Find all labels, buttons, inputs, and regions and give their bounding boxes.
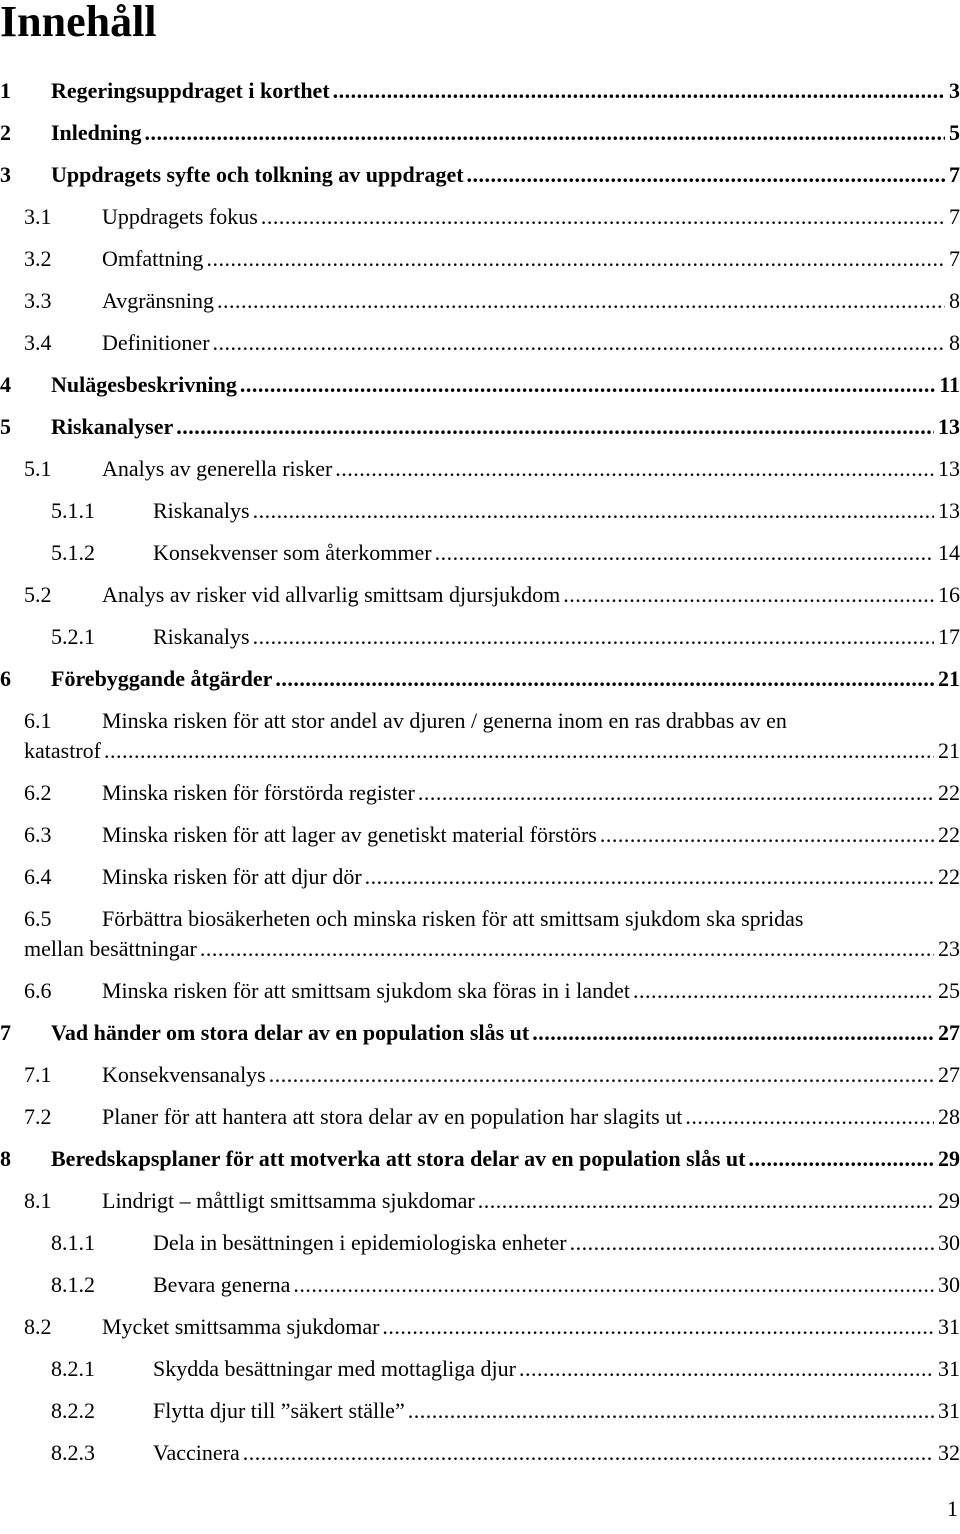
dot-leader [633, 970, 934, 1012]
toc-entry[interactable] [0, 448, 960, 490]
toc-entry-line [51, 70, 960, 112]
table-of-contents [0, 70, 960, 1474]
dot-leader [563, 574, 934, 616]
toc-entry[interactable] [0, 1138, 960, 1180]
toc-entry-title: Konsekvenser som återkommer [153, 540, 432, 565]
toc-entry-number: 4 [0, 372, 11, 397]
toc-entry[interactable] [0, 658, 960, 700]
toc-entry-title: Analys av generella risker [102, 456, 333, 481]
toc-entry-number: 6.3 [24, 822, 52, 847]
toc-entry-title: Vad händer om stora delar av en population slås ut [51, 1020, 530, 1045]
toc-entry-page: 29 [938, 1146, 960, 1171]
dot-leader [408, 1390, 934, 1432]
toc-entry-title: Definitioner [102, 330, 210, 355]
toc-entry[interactable] [0, 1180, 960, 1222]
dot-leader [532, 1012, 934, 1054]
toc-entry-line [24, 730, 960, 772]
toc-entry[interactable] [0, 1432, 960, 1474]
toc-entry-title: Dela in besättningen i epidemiologiska enheter [153, 1230, 567, 1255]
toc-entry-number: 1 [0, 78, 11, 103]
toc-entry-line [51, 154, 960, 196]
dot-leader [365, 856, 934, 898]
toc-entry-number: 8.1.1 [51, 1230, 95, 1255]
toc-entry[interactable] [0, 1264, 960, 1306]
toc-entry-number: 3.4 [24, 330, 52, 355]
toc-entry-title: Minska risken för att lager av genetiskt material förstörs [102, 822, 597, 847]
toc-entry[interactable] [0, 1054, 960, 1096]
toc-entry-line [102, 1306, 960, 1348]
toc-entry-page: 7 [949, 162, 960, 187]
toc-entry-line [102, 280, 960, 322]
toc-entry[interactable] [0, 814, 960, 856]
toc-entry-number: 6.1 [24, 708, 52, 733]
toc-entry[interactable] [0, 490, 960, 532]
toc-entry-number: 5 [0, 414, 11, 439]
toc-entry-title: Riskanalys [153, 498, 250, 523]
toc-entry[interactable] [0, 616, 960, 658]
toc-entry-title: Minska risken för förstörda register [102, 780, 415, 805]
toc-entry-line [51, 1138, 960, 1180]
toc-entry-page: 31 [938, 1356, 960, 1381]
toc-entry-title: Minska risken för att djur dör [102, 864, 362, 889]
toc-entry[interactable] [0, 898, 960, 970]
toc-entry-number: 3.2 [24, 246, 52, 271]
toc-entry-page: 31 [938, 1398, 960, 1423]
toc-entry[interactable] [0, 364, 960, 406]
toc-entry-page: 5 [949, 120, 960, 145]
toc-entry-line [102, 814, 960, 856]
toc-entry-number: 8.1 [24, 1188, 52, 1213]
toc-entry-title: Minska risken för att smittsam sjukdom ska föras in i landet [102, 978, 630, 1003]
dot-leader [213, 322, 945, 364]
toc-entry-page: 31 [938, 1314, 960, 1339]
dot-leader [176, 406, 934, 448]
toc-entry[interactable] [0, 1096, 960, 1138]
toc-entry-page: 30 [938, 1230, 960, 1255]
toc-entry-number: 6.2 [24, 780, 52, 805]
toc-entry-line [102, 1096, 960, 1138]
toc-entry-line [102, 196, 960, 238]
toc-entry-number: 7.1 [24, 1062, 52, 1087]
toc-entry[interactable] [0, 154, 960, 196]
toc-entry-line [51, 406, 960, 448]
toc-entry-title: Analys av risker vid allvarlig smittsam djursjukdom [102, 582, 561, 607]
toc-entry-page: 11 [939, 372, 960, 397]
toc-entry-line [153, 1264, 960, 1306]
toc-entry[interactable] [0, 280, 960, 322]
toc-entry-number: 3 [0, 162, 11, 187]
toc-entry[interactable] [0, 1390, 960, 1432]
toc-entry-line [102, 1054, 960, 1096]
toc-entry[interactable] [0, 1348, 960, 1390]
toc-entry-title-continued: mellan besättningar [24, 936, 197, 961]
dot-leader [269, 1054, 934, 1096]
dot-leader [253, 490, 934, 532]
toc-entry[interactable] [0, 238, 960, 280]
toc-entry-number: 8.1.2 [51, 1272, 95, 1297]
toc-entry[interactable] [0, 1306, 960, 1348]
toc-entry-page: 7 [949, 204, 960, 229]
toc-entry[interactable] [0, 196, 960, 238]
dot-leader [435, 532, 934, 574]
toc-entry-title: Mycket smittsamma sjukdomar [102, 1314, 380, 1339]
dot-leader [104, 730, 934, 772]
dot-leader [335, 448, 934, 490]
toc-entry-page: 28 [938, 1104, 960, 1129]
toc-entry-number: 5.2.1 [51, 624, 95, 649]
toc-entry-number: 5.1.1 [51, 498, 95, 523]
toc-entry-title: Regeringsuppdraget i korthet [51, 78, 330, 103]
dot-leader [275, 658, 934, 700]
toc-entry-number: 2 [0, 120, 11, 145]
toc-entry-number: 8.2 [24, 1314, 52, 1339]
toc-entry[interactable] [0, 856, 960, 898]
toc-entry-line [153, 490, 960, 532]
toc-entry-number: 7 [0, 1020, 11, 1045]
toc-entry-number: 8.2.2 [51, 1398, 95, 1423]
dot-leader [478, 1180, 934, 1222]
toc-entry-title: Uppdragets syfte och tolkning av uppdraget [51, 162, 464, 187]
toc-entry-title: Lindrigt – måttligt smittsamma sjukdomar [102, 1188, 475, 1213]
toc-entry-title: Beredskapsplaner för att motverka att stora delar av en population slås ut [51, 1146, 746, 1171]
toc-entry-line [102, 448, 960, 490]
dot-leader [261, 196, 945, 238]
toc-entry-line [102, 970, 960, 1012]
toc-entry-line [153, 1222, 960, 1264]
page-number: 1 [947, 1496, 958, 1521]
dot-leader [570, 1222, 934, 1264]
toc-entry-title: Minska risken för att stor andel av djuren / generna inom en ras drabbas av en [102, 708, 787, 733]
toc-entry-number: 8.2.3 [51, 1440, 95, 1465]
toc-entry-number: 6 [0, 666, 11, 691]
toc-entry-number: 7.2 [24, 1104, 52, 1129]
toc-entry[interactable] [0, 70, 960, 112]
toc-entry-title: Förebyggande åtgärder [51, 666, 273, 691]
dot-leader [293, 1264, 934, 1306]
dot-leader [240, 364, 935, 406]
toc-entry[interactable] [0, 1222, 960, 1264]
toc-entry-title: Flytta djur till ”säkert ställe” [153, 1398, 405, 1423]
toc-entry-title: Vaccinera [153, 1440, 240, 1465]
toc-entry-page: 3 [949, 78, 960, 103]
toc-entry[interactable] [0, 532, 960, 574]
toc-entry-line [51, 112, 960, 154]
toc-entry-title: Planer för att hantera att stora delar av en population har slagits ut [102, 1104, 683, 1129]
toc-entry-title: Nulägesbeskrivning [51, 372, 237, 397]
toc-entry-line [153, 532, 960, 574]
dot-leader [519, 1348, 934, 1390]
toc-entry-line [102, 574, 960, 616]
toc-entry-page: 8 [949, 288, 960, 313]
toc-entry-number: 5.1.2 [51, 540, 95, 565]
toc-entry-line [24, 928, 960, 970]
toc-entry-number: 6.4 [24, 864, 52, 889]
toc-entry-title: Riskanalys [153, 624, 250, 649]
toc-entry-title-continued: katastrof [24, 738, 101, 763]
toc-entry-line [153, 1390, 960, 1432]
toc-entry-title: Uppdragets fokus [102, 204, 258, 229]
toc-entry-title: Omfattning [102, 246, 204, 271]
toc-entry-page: 27 [938, 1062, 960, 1087]
toc-entry[interactable] [0, 322, 960, 364]
toc-entry-page: 22 [938, 822, 960, 847]
toc-entry-page: 13 [938, 498, 960, 523]
toc-entry-title: Avgränsning [102, 288, 215, 313]
toc-entry-title: Bevara generna [153, 1272, 291, 1297]
toc-entry[interactable] [0, 574, 960, 616]
toc-entry[interactable] [0, 772, 960, 814]
dot-leader [206, 238, 945, 280]
toc-entry-title: Skydda besättningar med mottagliga djur [153, 1356, 516, 1381]
toc-entry-line [102, 1180, 960, 1222]
dot-leader [382, 1306, 934, 1348]
toc-entry-line [102, 772, 960, 814]
page-title: Innehåll [0, 0, 157, 46]
toc-entry-page: 7 [949, 246, 960, 271]
toc-entry-page: 22 [938, 780, 960, 805]
toc-entry-page: 23 [938, 936, 960, 961]
toc-entry-number: 3.1 [24, 204, 52, 229]
toc-entry[interactable] [0, 700, 960, 772]
toc-entry-page: 13 [938, 414, 960, 439]
dot-leader [145, 112, 946, 154]
toc-entry-page: 22 [938, 864, 960, 889]
toc-entry-title: Inledning [51, 120, 142, 145]
dot-leader [200, 928, 934, 970]
toc-entry-page: 27 [938, 1020, 960, 1045]
toc-entry-page: 17 [938, 624, 960, 649]
toc-entry-page: 29 [938, 1188, 960, 1213]
toc-entry-line [51, 658, 960, 700]
toc-entry[interactable] [0, 1012, 960, 1054]
toc-entry-page: 8 [949, 330, 960, 355]
toc-entry-page: 14 [938, 540, 960, 565]
toc-entry-title: Förbättra biosäkerheten och minska risken för att smittsam sjukdom ska spridas [102, 906, 804, 931]
toc-entry-page: 13 [938, 456, 960, 481]
dot-leader [467, 154, 945, 196]
toc-entry-page: 30 [938, 1272, 960, 1297]
toc-entry[interactable] [0, 112, 960, 154]
dot-leader [418, 772, 934, 814]
toc-entry-line [102, 322, 960, 364]
dot-leader [217, 280, 945, 322]
toc-entry-number: 6.5 [24, 906, 52, 931]
toc-entry-page: 16 [938, 582, 960, 607]
toc-entry-page: 32 [938, 1440, 960, 1465]
dot-leader [600, 814, 934, 856]
dot-leader [333, 70, 945, 112]
toc-entry[interactable] [0, 406, 960, 448]
toc-entry-number: 5.1 [24, 456, 52, 481]
toc-entry-number: 5.2 [24, 582, 52, 607]
toc-entry-line [51, 1012, 960, 1054]
toc-entry-line [153, 1432, 960, 1474]
dot-leader [243, 1432, 934, 1474]
toc-entry-line [102, 238, 960, 280]
toc-entry-number: 8.2.1 [51, 1356, 95, 1381]
toc-entry-title: Konsekvensanalys [102, 1062, 266, 1087]
toc-entry-page: 21 [938, 738, 960, 763]
toc-entry-number: 8 [0, 1146, 11, 1171]
dot-leader [685, 1096, 934, 1138]
dot-leader [748, 1138, 934, 1180]
toc-entry-page: 21 [938, 666, 960, 691]
toc-entry-line [153, 1348, 960, 1390]
toc-entry-number: 3.3 [24, 288, 52, 313]
toc-entry-line [153, 616, 960, 658]
toc-entry-number: 6.6 [24, 978, 52, 1003]
toc-entry-line [102, 856, 960, 898]
toc-entry-page: 25 [938, 978, 960, 1003]
dot-leader [253, 616, 934, 658]
toc-entry[interactable] [0, 970, 960, 1012]
toc-entry-title: Riskanalyser [51, 414, 174, 439]
toc-entry-line [51, 364, 960, 406]
